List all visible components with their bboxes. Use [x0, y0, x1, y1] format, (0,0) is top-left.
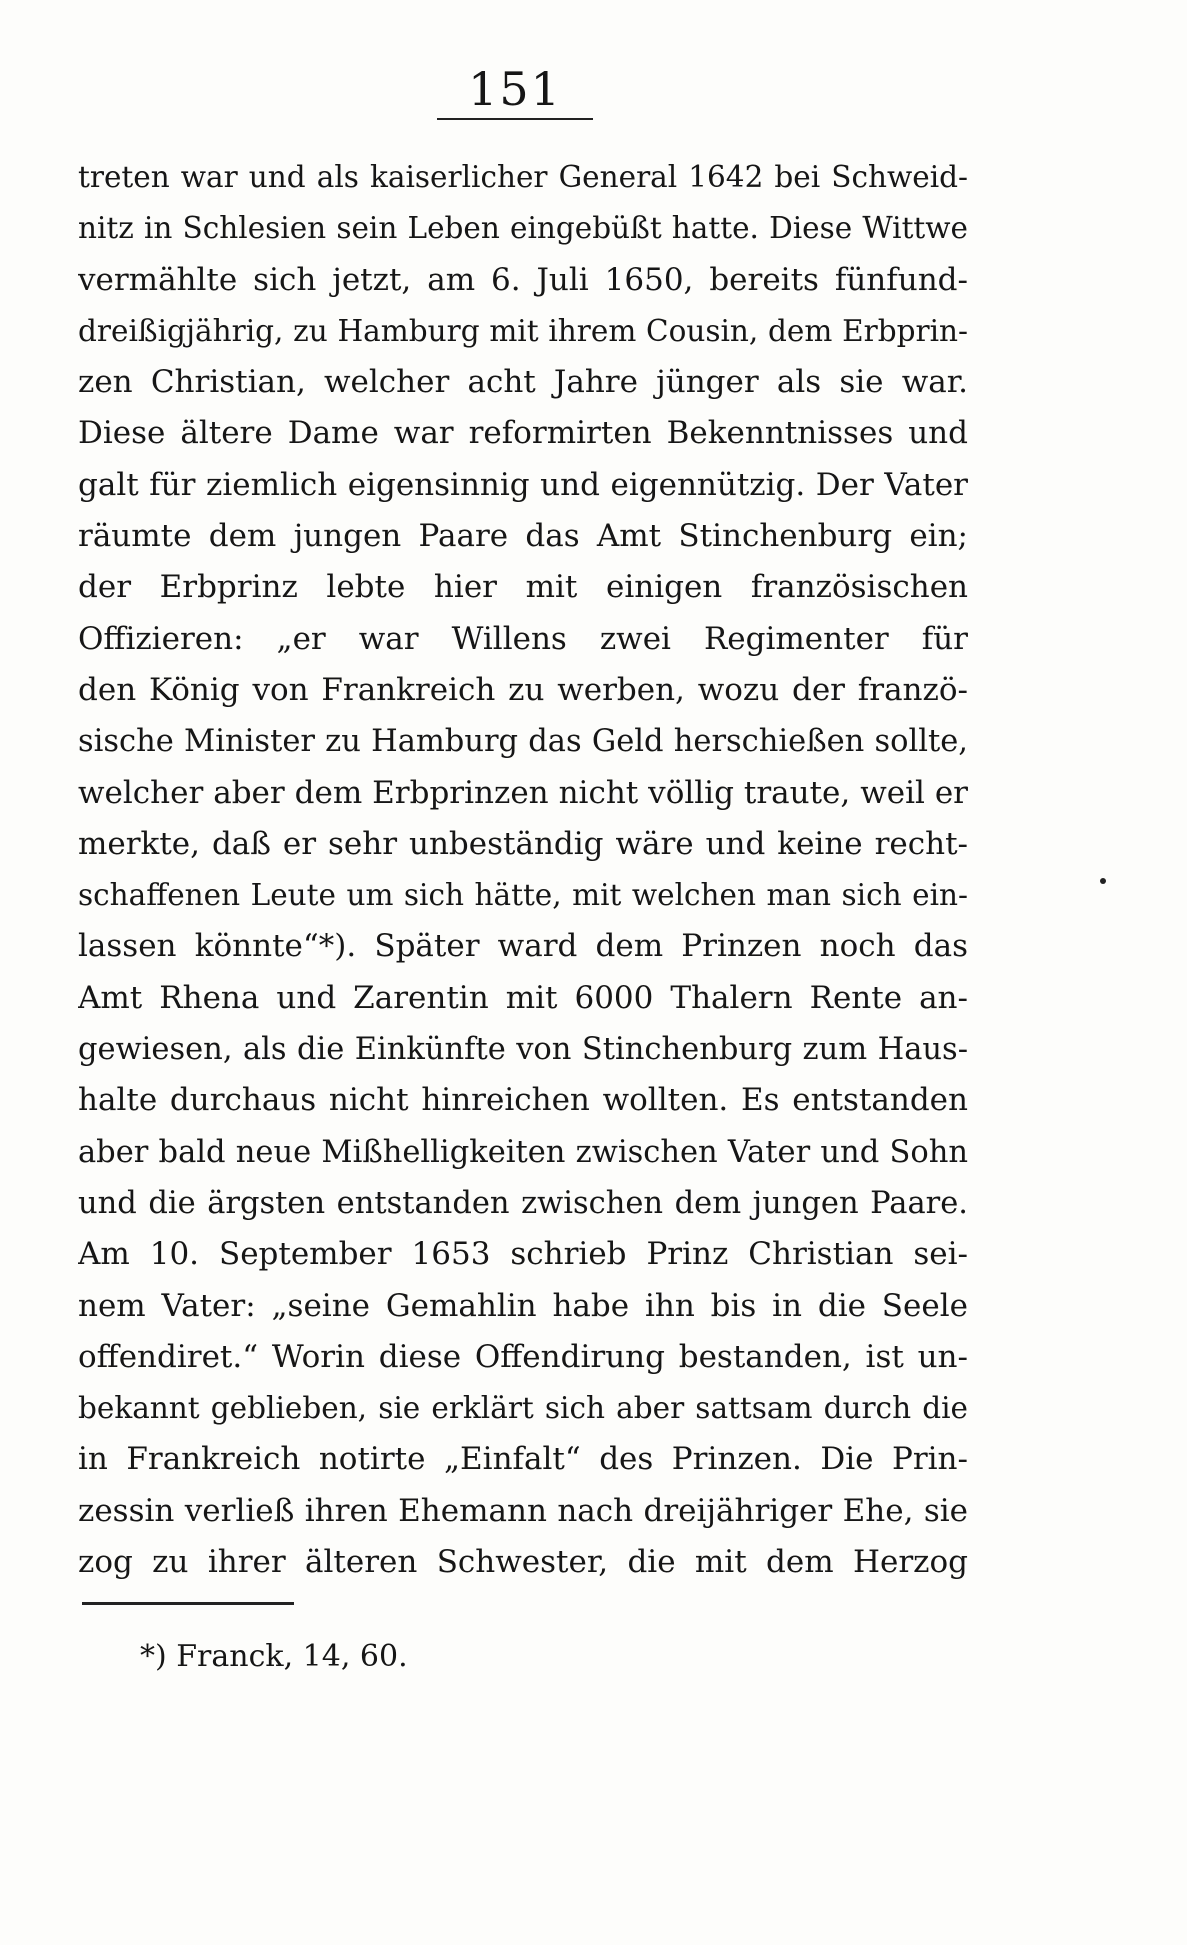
footnote: *) Franck, 14, 60.	[140, 1639, 408, 1674]
text-line: galt für ziemlich eigensinnig und eigennützig. Der Vater	[78, 466, 968, 503]
text-line: dreißigjährig, zu Hamburg mit ihrem Cousin, dem Erbprin-	[78, 313, 968, 348]
text-line: Diese ältere Dame war reformirten Bekenntnisses und	[78, 415, 968, 452]
text-line: welcher aber dem Erbprinzen nicht völlig traute, weil er	[78, 774, 968, 811]
text-line: und die ärgsten entstanden zwischen dem jungen Paare.	[78, 1185, 968, 1221]
text-line: den König von Frankreich zu werben, wozu der franzö-	[78, 671, 968, 708]
text-line: in Frankreich notirte „Einfalt“ des Prinzen. Die Prin-	[78, 1441, 968, 1478]
text-line: Amt Rhena und Zarentin mit 6000 Thalern Rente an-	[78, 979, 968, 1016]
text-line: nitz in Schlesien sein Leben eingebüßt hatte. Diese Wittwe	[78, 211, 968, 246]
text-line: offendiret.“ Worin diese Offendirung bestanden, ist un-	[78, 1338, 968, 1375]
text-line: schaffenen Leute um sich hätte, mit welchen man sich ein-	[78, 878, 968, 913]
page-number: 151	[468, 62, 562, 116]
text-line: lassen könnte“*). Später ward dem Prinzen noch das	[78, 928, 968, 965]
text-line: zen Christian, welcher acht Jahre jünger als sie war.	[78, 364, 968, 401]
body-text	[78, 152, 968, 1588]
text-line: zog zu ihrer älteren Schwester, die mit dem Herzog	[78, 1544, 968, 1581]
text-line: merkte, daß er sehr unbeständig wäre und keine recht-	[78, 825, 968, 862]
text-line: aber bald neue Mißhelligkeiten zwischen Vater und Sohn	[78, 1134, 968, 1170]
page-number-rule	[437, 118, 593, 120]
ink-speck	[1100, 878, 1106, 884]
text-line: Am 10. September 1653 schrieb Prinz Christian sei-	[78, 1236, 968, 1273]
text-line: vermählte sich jetzt, am 6. Juli 1650, bereits fünfund-	[78, 261, 968, 298]
text-line: räumte dem jungen Paare das Amt Stinchenburg ein;	[78, 518, 968, 555]
text-line: treten war und als kaiserlicher General 1642 bei Schweid-	[78, 160, 968, 194]
text-line: Offizieren: „er war Willens zwei Regimenter für	[78, 620, 968, 657]
text-line: der Erbprinz lebte hier mit einigen französischen	[78, 569, 968, 606]
footnote-rule	[82, 1602, 294, 1605]
text-line: gewiesen, als die Einkünfte von Stinchenburg zum Haus-	[78, 1032, 968, 1068]
text-line: bekannt geblieben, sie erklärt sich aber sattsam durch die	[78, 1391, 968, 1426]
text-line: sische Minister zu Hamburg das Geld herschießen sollte,	[78, 724, 968, 760]
text-line: halte durchaus nicht hinreichen wollten. Es entstanden	[78, 1082, 968, 1119]
text-line: zessin verließ ihren Ehemann nach dreijähriger Ehe, sie	[78, 1492, 968, 1529]
text-line: nem Vater: „seine Gemahlin habe ihn bis in die Seele	[78, 1287, 968, 1324]
